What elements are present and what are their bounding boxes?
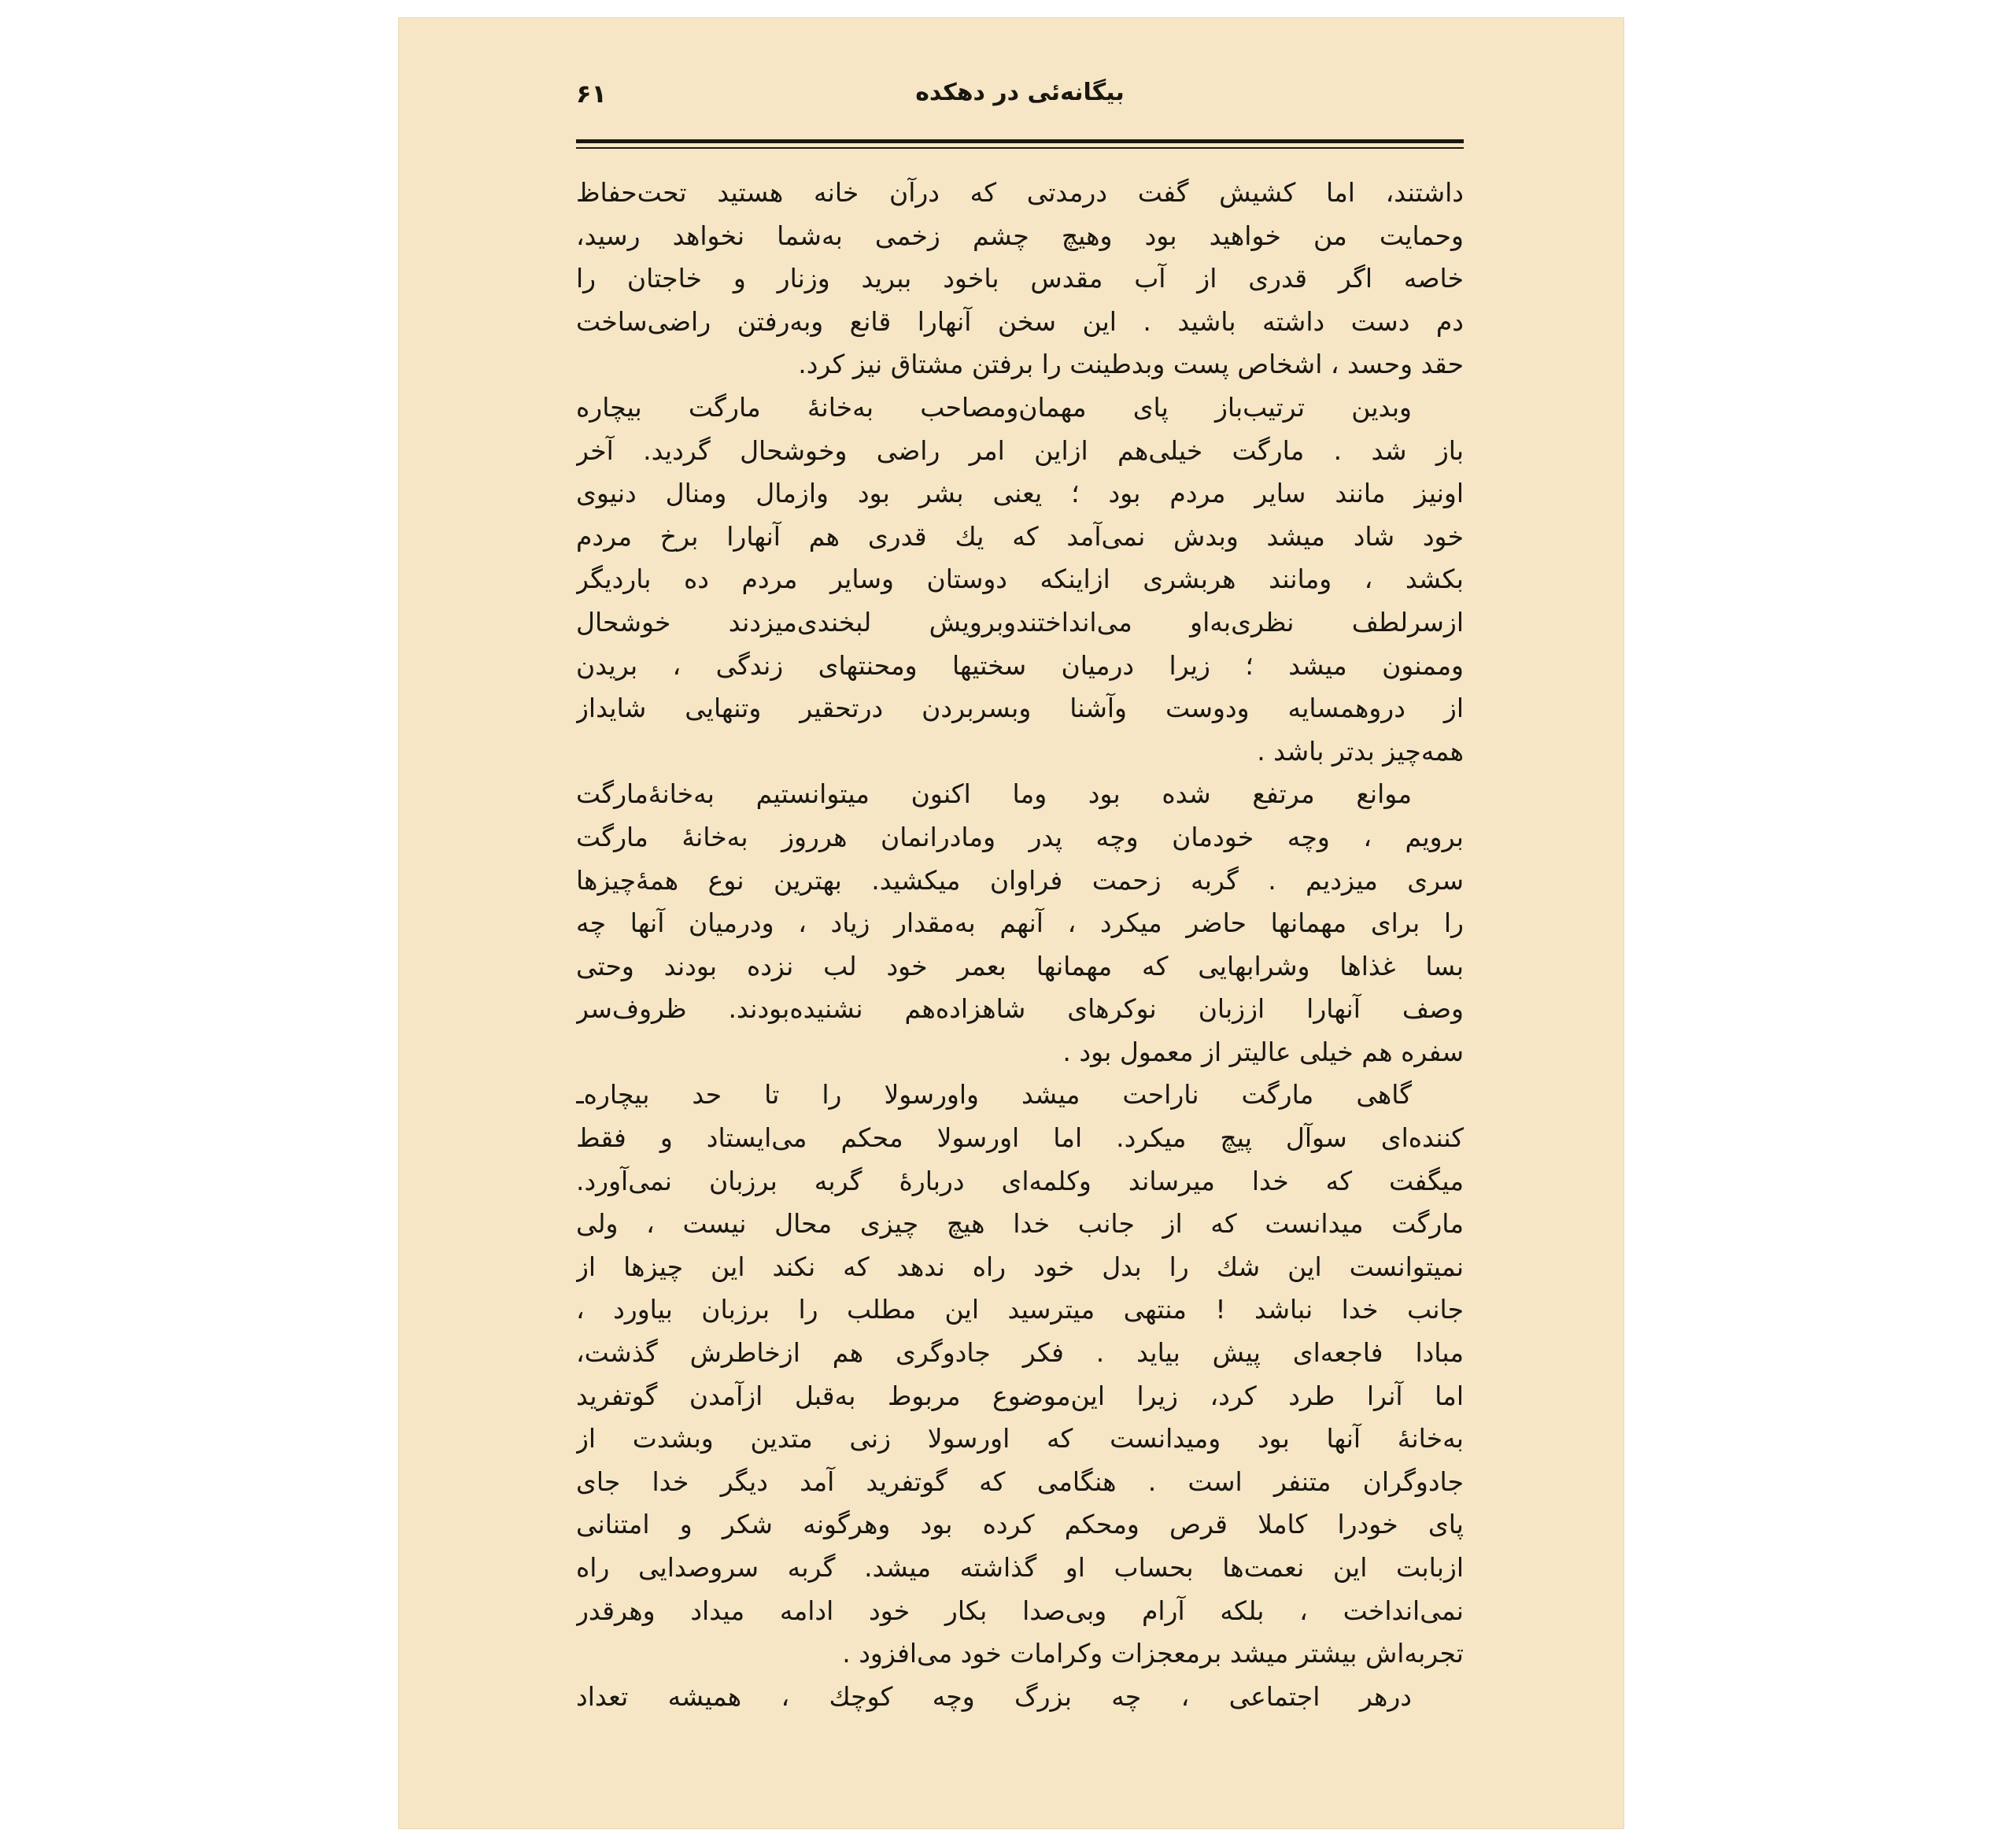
text-line: میگفت که خدا میرساند وکلمه‌ای دربارهٔ گربه برزبان نمی‌آورد. [576,1165,1464,1196]
text-line: بکشد ، ومانند هربشری ازاینکه دوستان وسایر مردم ده باردیگر [576,564,1464,595]
page-header [576,79,1464,126]
page-number: ۶۱ [576,79,608,109]
running-title: بیگانه‌ئی در دهکده [915,79,1125,106]
text-line: مارگت میدانست که از جانب خدا هیچ چیزی محال نیست ، ولی [576,1208,1464,1240]
book-page [398,17,1624,1829]
text-line: کننده‌ای سوآل پیچ میکرد. اما اورسولا محکم می‌ایستاد و فقط [576,1122,1464,1154]
text-line: گاهی مارگت ناراحت میشد واورسولا را تا حد بیچاره‌ـ [576,1079,1412,1111]
text-line: از دروهمسایه ودوست وآشنا وبسربردن درتحقیر وتنهایی شایداز [576,693,1464,724]
text-line: دم دست داشته باشید . این سخن آنهارا قانع وبه‌رفتن راضی‌ساخت [576,305,1464,337]
text-line: پای خودرا کاملا قرص ومحکم کرده بود وهرگونه شکر و امتنانی [576,1509,1464,1540]
text-line: همه‌چیز بدتر باشد . [1257,735,1464,767]
text-line: مبادا فاجعه‌ای پیش بیاید . فکر جادوگری هم ازخاطرش گذشت، [576,1337,1464,1369]
text-line: خاصه اگر قدری از آب مقدس باخود ببرید وزنار و خاجتان را [576,263,1464,294]
text-line: جادوگران متنفر است . هنگامی که گوتفرید آمد دیگر خدا جای [576,1465,1464,1497]
text-line: سری میزدیم . گربه زحمت فراوان میکشید. بهترین نوع همهٔ‌چیزها [576,864,1464,896]
text-line: داشتند، اما کشیش گفت درمدتی که درآن خانه هستید تحت‌حفاظ [576,177,1464,208]
text-line: جانب خدا نباشد ! منتهی میترسید این مطلب را برزبان بیاورد ، [576,1294,1464,1325]
text-line: تجربه‌اش بیشتر میشد برمعجزات وکرامات خود می‌افزود . [842,1638,1464,1669]
text-line: نمیتوانست این شك را بدل خود راه ندهد که نکند این چیزها از [576,1251,1464,1282]
text-line: درهر اجتماعی ، چه بزرگ وچه کوچك ، همیشه تعداد [576,1680,1412,1712]
text-line: وحمایت من خواهید بود وهیچ چشم زخمی به‌شما نخواهد رسید، [576,220,1464,251]
text-line: ازسرلطف نظری‌به‌او می‌انداختندوبرویش لبخندی‌میزدند خوشحال [576,606,1464,638]
text-line: سفره هم خیلی عالیتر از معمول بود . [1062,1036,1464,1067]
text-line: باز شد . مارگت خیلی‌هم ازاین امر راضی وخوشحال گردید. آخر [576,434,1464,466]
text-line: اما آنرا طرد کرد، زیرا این‌موضوع مربوط به‌قبل ازآمدن گوتفرید [576,1380,1464,1411]
text-line: وممنون میشد ؛ زیرا درمیان سختیها ومحنتهای زندگی ، بریدن [576,649,1464,681]
text-line: را برای مهمانها حاضر میکرد ، آنهم به‌مقدار زیاد ، ودرمیان آنها چه [576,907,1464,939]
text-line: به‌خانهٔ آنها بود ومیدانست که اورسولا زنی متدین وبشدت از [576,1423,1464,1454]
text-line: ازبابت این نعمت‌ها بحساب او گذاشته میشد. گربه سروصدایی راه [576,1552,1464,1583]
header-rule-thin [576,147,1464,149]
text-line: اونیز مانند سایر مردم بود ؛ یعنی بشر بود وازمال ومنال دنیوی [576,478,1464,509]
text-line: حقد وحسد ، اشخاص پست وبدطینت را برفتن مشتاق نیز کرد. [798,349,1464,380]
header-rule-thick [576,139,1464,143]
text-line: وصف آنهارا اززبان نوکرهای شاهزاده‌هم نشنیده‌بودند. ظروف‌سر [576,993,1464,1025]
body-text [576,172,1464,1718]
text-line: نمی‌انداخت ، بلکه آرام وبی‌صدا بکار خود ادامه میداد وهرقدر [576,1595,1464,1626]
text-line: برویم ، وچه خودمان وچه پدر ومادرانمان هرروز به‌خانهٔ مارگت [576,821,1464,852]
text-line: وبدین ترتیب‌باز پای مهمان‌ومصاحب به‌خانهٔ مارگت بیچاره [576,391,1412,423]
text-line: بسا غذاها وشرابهایی که مهمانها بعمر خود لب نزده بودند وحتی [576,950,1464,981]
text-line: موانع مرتفع شده بود وما اکنون میتوانستیم به‌خانهٔ‌مارگت [576,778,1412,810]
text-line: خود شاد میشد وبدش نمی‌آمد که یك قدری هم آنهارا برخ مردم [576,520,1464,552]
